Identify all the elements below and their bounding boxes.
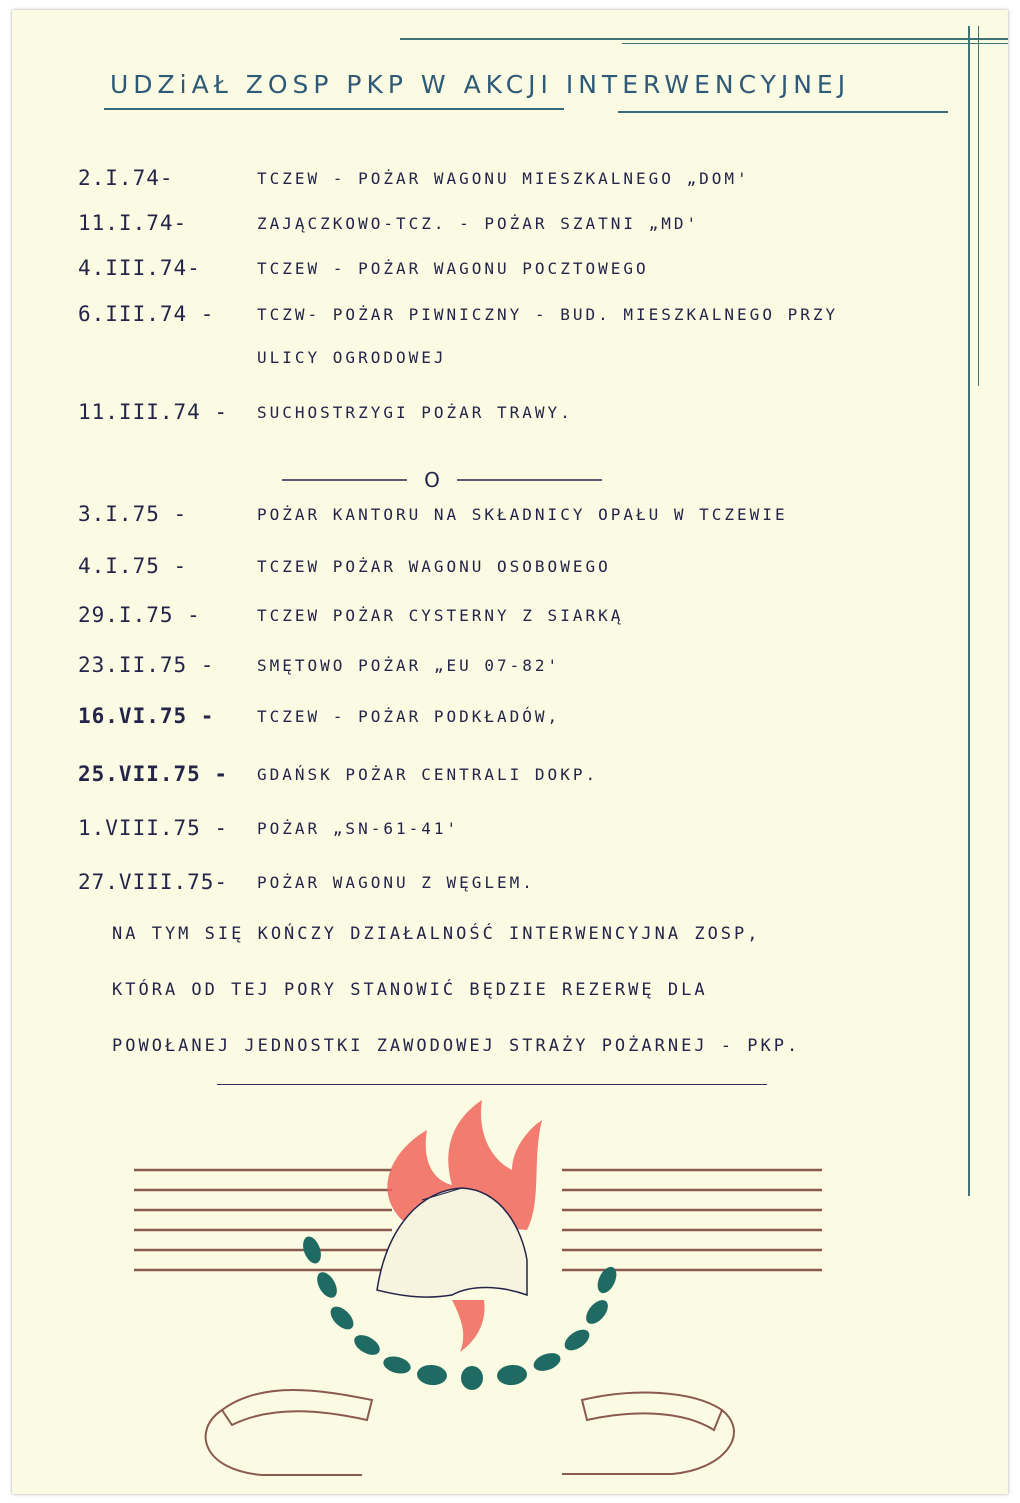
frame-right-line-2	[978, 26, 979, 386]
entry-date: 11.III.74 -	[78, 400, 229, 424]
entry-1975-8	[12, 870, 972, 910]
entry-text: SUCHOSTRZYGI POŻAR TRAWY.	[257, 403, 573, 422]
closing-line-2: KTÓRA OD TEJ PORY STANOWIĆ BĘDZIE REZERWĘ DLA	[112, 980, 708, 1000]
entry-1974-1	[12, 166, 972, 206]
entry-date: 29.I.75 -	[78, 603, 201, 627]
entry-1974-5	[12, 400, 972, 440]
entry-date: 16.VI.75 -	[78, 704, 215, 728]
entry-date: 4.III.74-	[78, 256, 201, 280]
entry-1975-7	[12, 816, 972, 856]
entry-date: 3.I.75 -	[78, 502, 188, 526]
entry-text: TCZW- POŻAR PIWNICZNY - BUD. MIESZKALNEGO PRZY	[257, 305, 839, 324]
page-title: UDZiAŁ ZOSP PKP W AKCJI INTERWENCYJNEJ	[110, 70, 851, 99]
entry-1974-2	[12, 211, 972, 251]
entry-1975-6	[12, 762, 972, 802]
title-underline	[104, 108, 564, 110]
entry-continuation: ULICY OGRODOWEJ	[257, 348, 447, 367]
entry-1974-4	[12, 302, 972, 342]
document-page	[12, 10, 1008, 1494]
entry-date: 6.III.74 -	[78, 302, 215, 326]
stripes-right	[562, 1170, 822, 1270]
entry-date: 23.II.75 -	[78, 653, 215, 677]
closing-line-3: POWOŁANEJ JEDNOSTKI ZAWODOWEJ STRAŻY POŻARNEJ - PKP.	[112, 1036, 801, 1056]
entry-text: TCZEW POŻAR CYSTERNY Z SIARKĄ	[257, 606, 624, 625]
frame-top-line-2	[622, 43, 1008, 44]
fire-brigade-emblem	[122, 1090, 922, 1490]
closing-line-1: NA TYM SIĘ KOŃCZY DZIAŁALNOŚĆ INTERWENCYJNA ZOSP,	[112, 924, 761, 944]
entry-date: 27.VIII.75-	[78, 870, 229, 894]
entry-1975-1	[12, 502, 972, 542]
entry-text: POŻAR WAGONU Z WĘGLEM.	[257, 873, 535, 892]
bottom-rule	[217, 1084, 767, 1085]
entry-text: POŻAR „SN-61-41'	[257, 819, 460, 838]
entry-1975-4	[12, 653, 972, 693]
entry-1975-3	[12, 603, 972, 643]
entry-text: GDAŃSK POŻAR CENTRALI DOKP.	[257, 765, 599, 784]
entry-date: 4.I.75 -	[78, 554, 188, 578]
entry-1975-2	[12, 554, 972, 594]
entry-text: SMĘTOWO POŻAR „EU 07-82'	[257, 656, 561, 675]
entry-1975-5	[12, 704, 972, 744]
entry-date: 1.VIII.75 -	[78, 816, 229, 840]
entry-text: TCZEW POŻAR WAGONU OSOBOWEGO	[257, 557, 611, 576]
entry-date: 11.I.74-	[78, 211, 188, 235]
stripes-left	[134, 1170, 392, 1270]
entry-date: 25.VII.75 -	[78, 762, 229, 786]
entry-text: ZAJĄCZKOWO-TCZ. - POŻAR SZATNI „MD'	[257, 214, 700, 233]
section-separator	[282, 468, 602, 492]
entry-text: TCZEW - POŻAR WAGONU MIESZKALNEGO „DOM'	[257, 169, 750, 188]
entry-1974-3	[12, 256, 972, 296]
entry-text: TCZEW - POŻAR WAGONU POCZTOWEGO	[257, 259, 649, 278]
entry-date: 2.I.74-	[78, 166, 174, 190]
title-underline-2	[618, 111, 948, 113]
ribbon-icon	[206, 1390, 734, 1475]
entry-text: POŻAR KANTORU NA SKŁADNICY OPAŁU W TCZEWIE	[257, 505, 788, 524]
frame-top-line	[400, 38, 1008, 40]
entry-text: TCZEW - POŻAR PODKŁADÓW,	[257, 707, 561, 726]
separator-mark: O	[424, 468, 440, 492]
